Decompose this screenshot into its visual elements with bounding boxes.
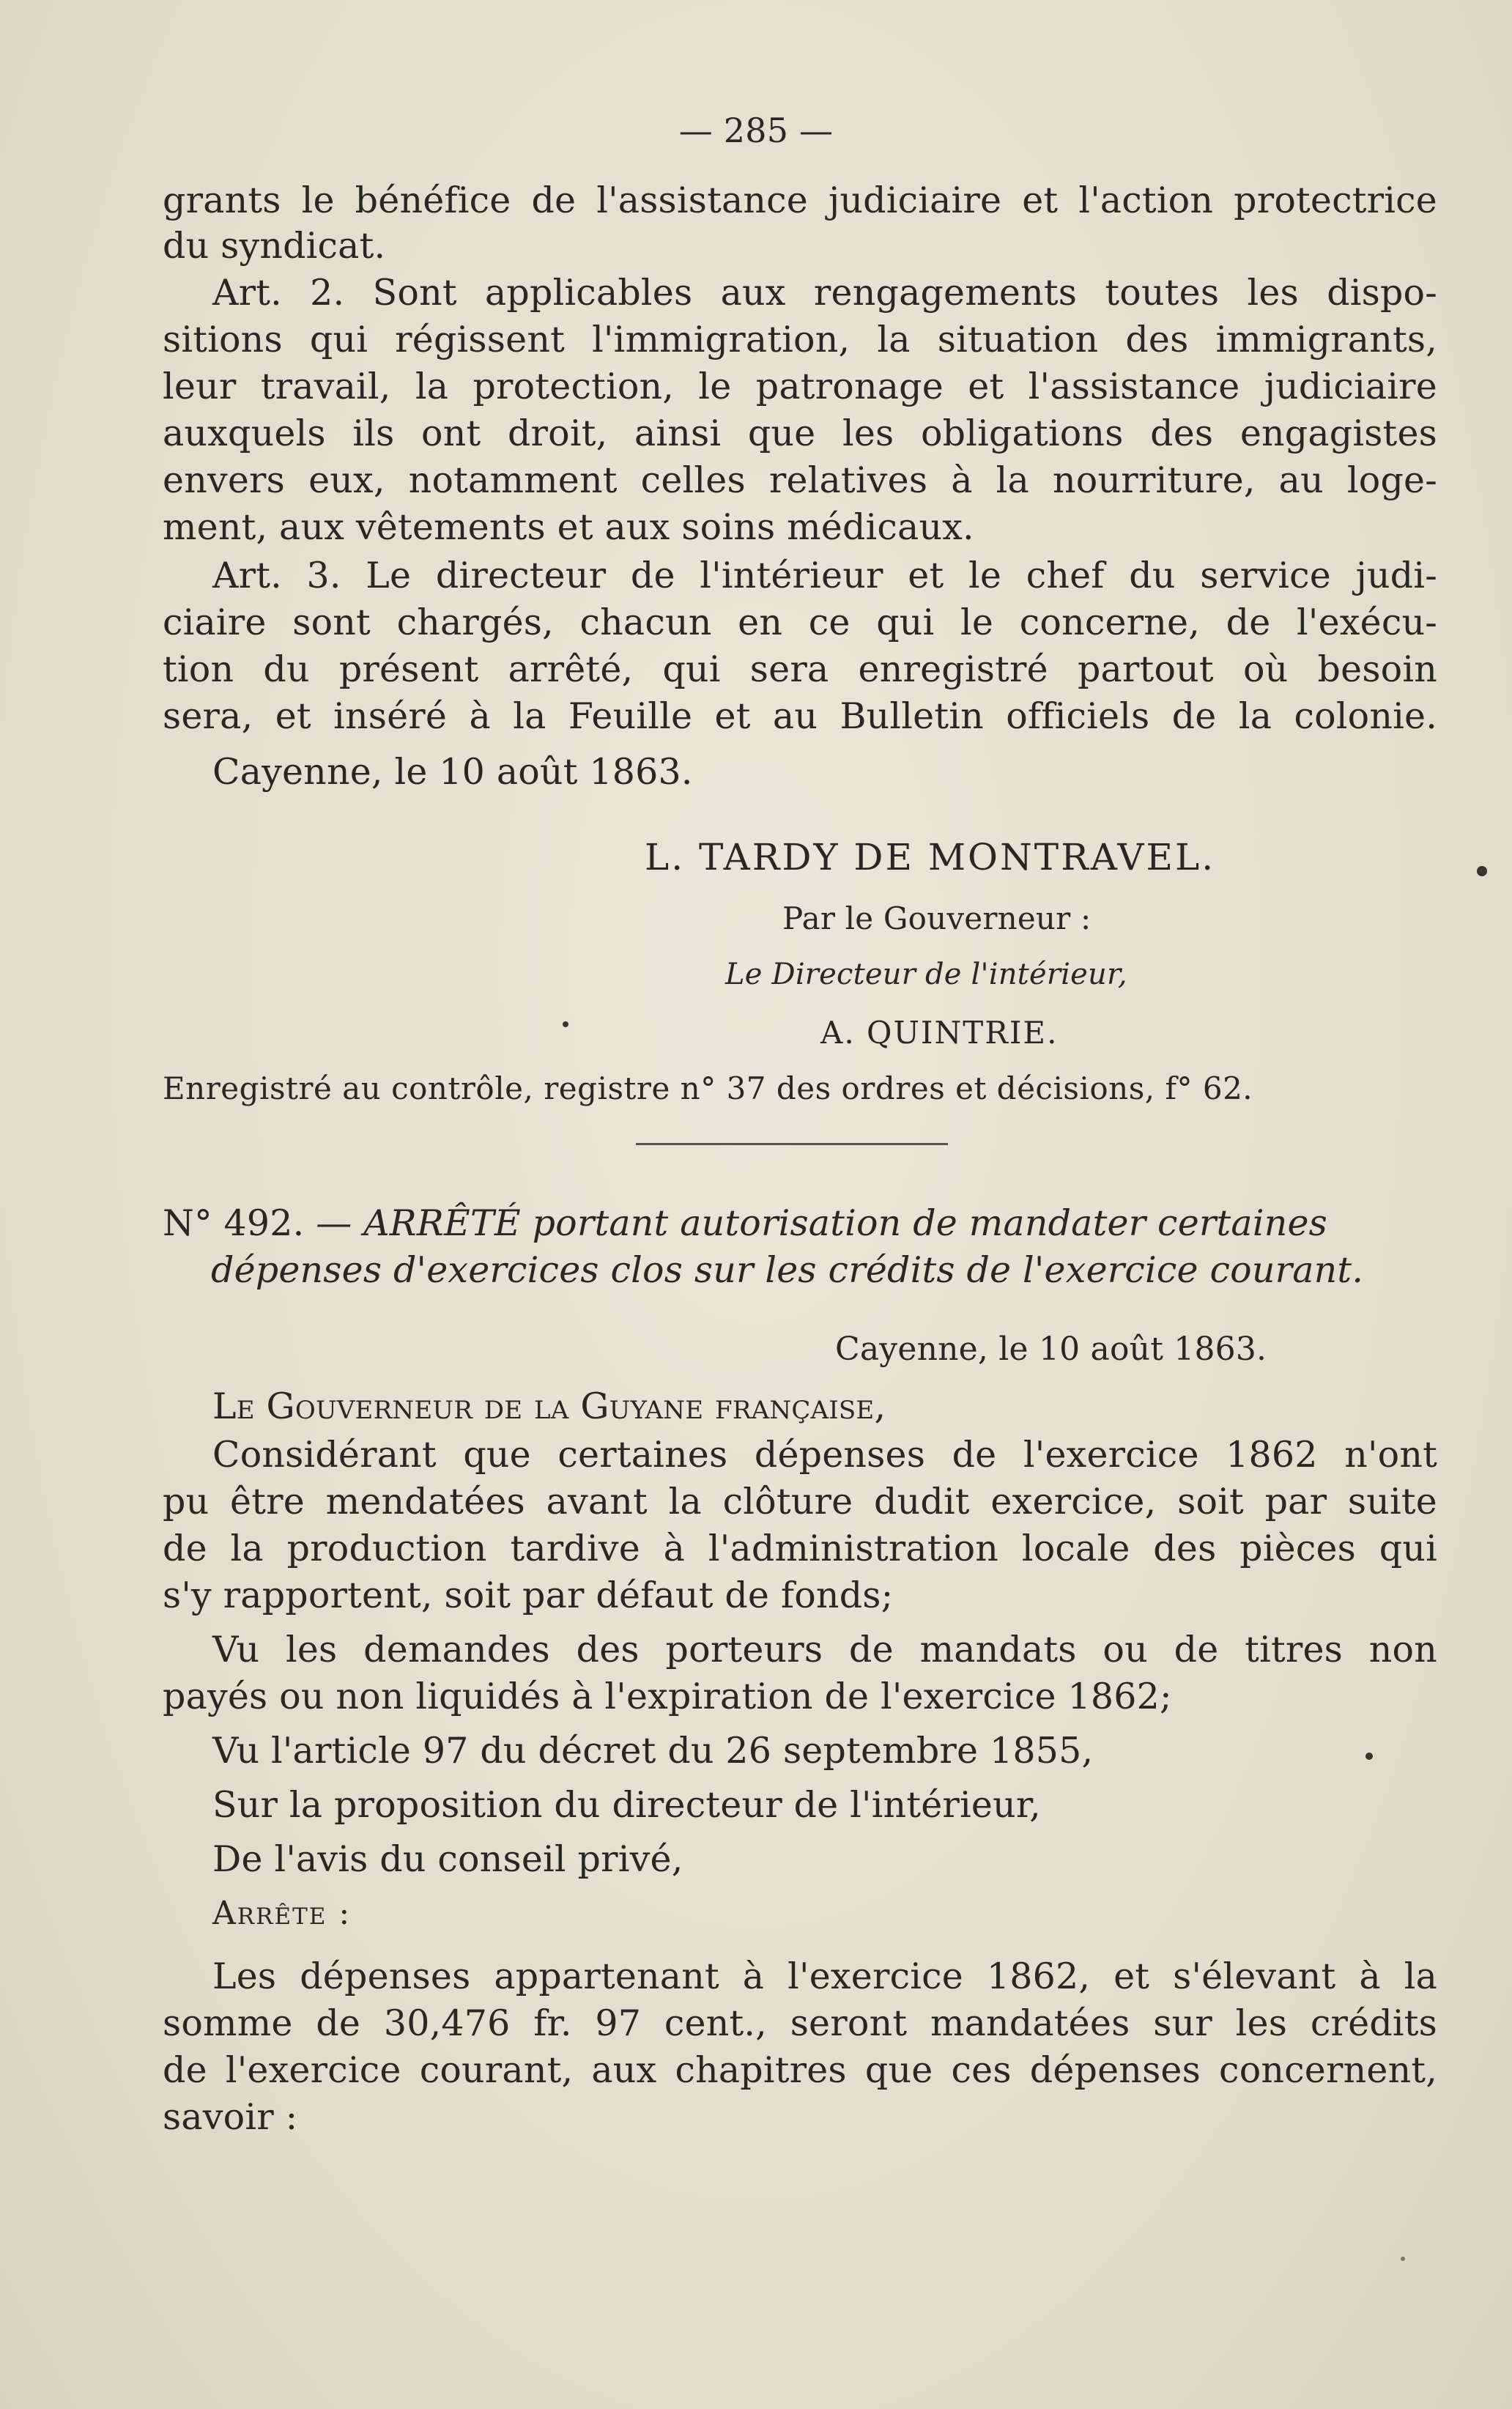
- ink-speck: [1401, 2257, 1405, 2261]
- decree-title-line-1: [163, 1202, 1437, 1246]
- ink-speck: [1365, 1753, 1373, 1760]
- decree-line: Vu l'article 97 du décret du 26 septembre 1855,: [212, 1730, 1094, 1772]
- section-divider: [636, 1143, 948, 1145]
- text-line: envers eux, notamment celles relatives à la nourriture, au loge-: [163, 459, 1437, 501]
- decree-line: De l'avis du conseil privé,: [212, 1838, 683, 1880]
- place-date-line: Cayenne, le 10 août 1863.: [212, 751, 693, 793]
- decree-line: de l'exercice courant, aux chapitres que ces dépenses concernent,: [163, 2049, 1437, 2091]
- text-line: leur travail, la protection, le patronage et l'assistance judiciaire: [163, 366, 1437, 407]
- decree-preamble: Le Gouverneur de la Guyane française,: [212, 1385, 886, 1427]
- decree-line: s'y rapportent, soit par défaut de fonds;: [163, 1574, 894, 1616]
- decree-line: Considérant que certaines dépenses de l'exercice 1862 n'ont: [212, 1434, 1437, 1476]
- text-line: du syndicat.: [163, 225, 386, 267]
- signature-signer: A. QUINTRIE.: [820, 1015, 1059, 1051]
- registration-note: Enregistré au contrôle, registre n° 37 des ordres et décisions, f° 62.: [163, 1070, 1253, 1106]
- decree-arrete: Arrête :: [212, 1895, 352, 1932]
- governor-signature: L. TARDY DE MONTRAVEL.: [645, 836, 1216, 878]
- signature-by-line: Par le Gouverneur :: [782, 900, 1092, 936]
- ink-speck: [1477, 866, 1487, 876]
- text-line: auxquels ils ont droit, ainsi que les obligations des engagistes: [163, 412, 1437, 454]
- decree-line: Vu les demandes des porteurs de mandats ou de titres non: [212, 1629, 1437, 1670]
- text-line: sera, et inséré à la Feuille et au Bulletin officiels de la colonie.: [163, 695, 1437, 737]
- text-line: grants le bénéfice de l'assistance judiciaire et l'action protectrice: [163, 180, 1437, 221]
- decree-line: payés ou non liquidés à l'expiration de l'exercice 1862;: [163, 1676, 1172, 1717]
- decree-number: N° 492.: [163, 1202, 305, 1244]
- text-line: sitions qui régissent l'immigration, la situation des immigrants,: [163, 319, 1437, 360]
- decree-line: pu être mendatées avant la clôture dudit exercice, soit par suite: [163, 1481, 1437, 1522]
- text-line: tion du présent arrêté, qui sera enregistré partout où besoin: [163, 648, 1437, 690]
- decree-date: Cayenne, le 10 août 1863.: [835, 1331, 1267, 1368]
- text-line: ciaire sont chargés, chacun en ce qui le concerne, de l'exécu-: [163, 602, 1437, 643]
- ink-speck: [563, 1021, 568, 1027]
- article-2-line: Art. 2. Sont applicables aux rengagements toutes les dispo-: [212, 272, 1437, 314]
- decree-line: Sur la proposition du directeur de l'intérieur,: [212, 1784, 1041, 1826]
- decree-line: de la production tardive à l'administration locale des pièces qui: [163, 1528, 1437, 1569]
- decree-title-line-2: dépenses d'exercices clos sur les crédits de l'exercice courant.: [211, 1249, 1364, 1291]
- decree-line: savoir :: [163, 2096, 298, 2138]
- signature-role-line: Le Directeur de l'intérieur,: [725, 958, 1127, 991]
- decree-title: — ARRÊTÉ portant autorisation de mandater certaines: [316, 1202, 1327, 1244]
- article-3-line: Art. 3. Le directeur de l'intérieur et le chef du service judi-: [212, 555, 1437, 596]
- decree-line: somme de 30,476 fr. 97 cent., seront mandatées sur les crédits: [163, 2002, 1437, 2044]
- text-line: ment, aux vêtements et aux soins médicaux.: [163, 506, 974, 548]
- decree-line: Les dépenses appartenant à l'exercice 1862, et s'élevant à la: [212, 1955, 1437, 1997]
- page-number: — 285 —: [678, 111, 834, 150]
